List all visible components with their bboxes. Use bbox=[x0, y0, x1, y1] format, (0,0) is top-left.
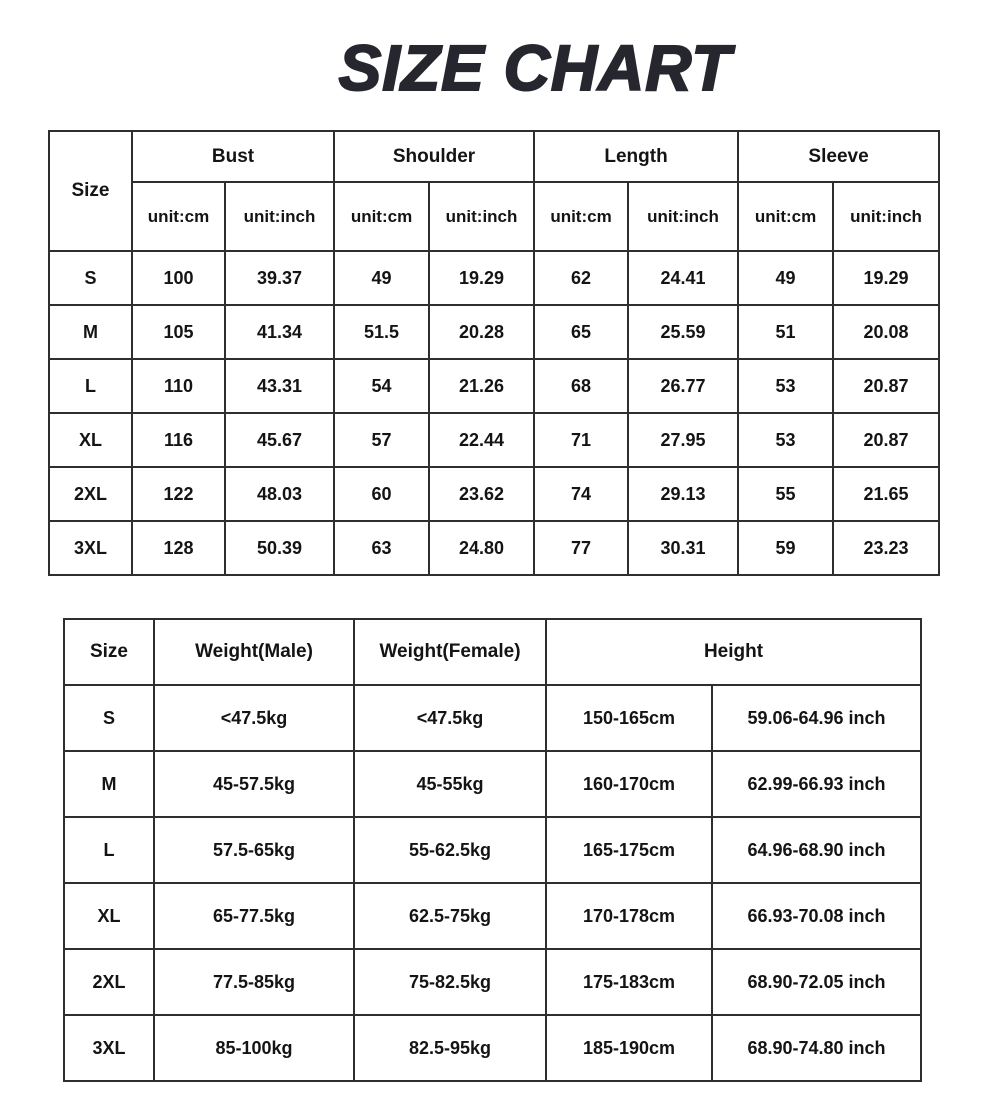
value-cell: 60 bbox=[334, 467, 429, 521]
value-cell: 122 bbox=[132, 467, 225, 521]
value-cell: 53 bbox=[738, 359, 833, 413]
value-cell: 25.59 bbox=[628, 305, 738, 359]
table-row bbox=[49, 359, 939, 413]
weight-male-cell: 77.5-85kg bbox=[154, 949, 354, 1015]
weight-female-header: Weight(Female) bbox=[354, 619, 546, 685]
size-cell: 3XL bbox=[64, 1015, 154, 1081]
value-cell: 77 bbox=[534, 521, 628, 575]
table-row bbox=[64, 751, 921, 817]
weight-female-cell: 62.5-75kg bbox=[354, 883, 546, 949]
table-row bbox=[49, 305, 939, 359]
value-cell: 68 bbox=[534, 359, 628, 413]
value-cell: 23.23 bbox=[833, 521, 939, 575]
value-cell: 19.29 bbox=[833, 251, 939, 305]
size-cell: 3XL bbox=[49, 521, 132, 575]
value-cell: 74 bbox=[534, 467, 628, 521]
value-cell: 20.08 bbox=[833, 305, 939, 359]
size-cell: L bbox=[64, 817, 154, 883]
unit-header-cm: unit:cm bbox=[534, 182, 628, 251]
value-cell: 62 bbox=[534, 251, 628, 305]
value-cell: 26.77 bbox=[628, 359, 738, 413]
value-cell: 53 bbox=[738, 413, 833, 467]
height-cm-cell: 150-165cm bbox=[546, 685, 712, 751]
unit-header-cm: unit:cm bbox=[132, 182, 225, 251]
page-title: SIZE CHART bbox=[338, 32, 732, 104]
unit-header-cm: unit:cm bbox=[334, 182, 429, 251]
height-inch-cell: 66.93-70.08 inch bbox=[712, 883, 921, 949]
value-cell: 20.87 bbox=[833, 413, 939, 467]
table-row bbox=[49, 521, 939, 575]
value-cell: 48.03 bbox=[225, 467, 334, 521]
measurement-table bbox=[48, 130, 940, 576]
group-header-bust: Bust bbox=[132, 131, 334, 182]
value-cell: 21.26 bbox=[429, 359, 534, 413]
weight-height-table bbox=[63, 618, 922, 1082]
value-cell: 59 bbox=[738, 521, 833, 575]
weight-male-cell: 45-57.5kg bbox=[154, 751, 354, 817]
unit-header-cm: unit:cm bbox=[738, 182, 833, 251]
value-cell: 71 bbox=[534, 413, 628, 467]
size-column-header: Size bbox=[64, 619, 154, 685]
value-cell: 49 bbox=[334, 251, 429, 305]
value-cell: 49 bbox=[738, 251, 833, 305]
table-row bbox=[64, 949, 921, 1015]
value-cell: 29.13 bbox=[628, 467, 738, 521]
unit-header-inch: unit:inch bbox=[225, 182, 334, 251]
height-cm-cell: 165-175cm bbox=[546, 817, 712, 883]
size-column-header: Size bbox=[49, 131, 132, 251]
value-cell: 19.29 bbox=[429, 251, 534, 305]
unit-header-row bbox=[49, 182, 939, 251]
table-row bbox=[49, 251, 939, 305]
value-cell: 63 bbox=[334, 521, 429, 575]
value-cell: 43.31 bbox=[225, 359, 334, 413]
table-row bbox=[64, 817, 921, 883]
value-cell: 100 bbox=[132, 251, 225, 305]
size-cell: 2XL bbox=[49, 467, 132, 521]
weight-male-cell: <47.5kg bbox=[154, 685, 354, 751]
table-row bbox=[49, 467, 939, 521]
value-cell: 105 bbox=[132, 305, 225, 359]
height-inch-cell: 64.96-68.90 inch bbox=[712, 817, 921, 883]
size-cell: M bbox=[49, 305, 132, 359]
weight-male-header: Weight(Male) bbox=[154, 619, 354, 685]
size-cell: XL bbox=[49, 413, 132, 467]
value-cell: 51 bbox=[738, 305, 833, 359]
weight-female-cell: <47.5kg bbox=[354, 685, 546, 751]
value-cell: 54 bbox=[334, 359, 429, 413]
unit-header-inch: unit:inch bbox=[628, 182, 738, 251]
group-header-sleeve: Sleeve bbox=[738, 131, 939, 182]
table-row bbox=[64, 685, 921, 751]
height-inch-cell: 62.99-66.93 inch bbox=[712, 751, 921, 817]
header-row bbox=[64, 619, 921, 685]
value-cell: 27.95 bbox=[628, 413, 738, 467]
value-cell: 24.41 bbox=[628, 251, 738, 305]
value-cell: 20.28 bbox=[429, 305, 534, 359]
weight-female-cell: 82.5-95kg bbox=[354, 1015, 546, 1081]
weight-female-cell: 45-55kg bbox=[354, 751, 546, 817]
unit-header-inch: unit:inch bbox=[833, 182, 939, 251]
table-row bbox=[64, 883, 921, 949]
height-cm-cell: 175-183cm bbox=[546, 949, 712, 1015]
size-cell: S bbox=[64, 685, 154, 751]
group-header-row bbox=[49, 131, 939, 182]
value-cell: 116 bbox=[132, 413, 225, 467]
value-cell: 128 bbox=[132, 521, 225, 575]
value-cell: 55 bbox=[738, 467, 833, 521]
value-cell: 21.65 bbox=[833, 467, 939, 521]
weight-female-cell: 75-82.5kg bbox=[354, 949, 546, 1015]
value-cell: 23.62 bbox=[429, 467, 534, 521]
weight-male-cell: 57.5-65kg bbox=[154, 817, 354, 883]
value-cell: 45.67 bbox=[225, 413, 334, 467]
value-cell: 110 bbox=[132, 359, 225, 413]
value-cell: 41.34 bbox=[225, 305, 334, 359]
value-cell: 39.37 bbox=[225, 251, 334, 305]
size-cell: M bbox=[64, 751, 154, 817]
height-inch-cell: 68.90-72.05 inch bbox=[712, 949, 921, 1015]
value-cell: 22.44 bbox=[429, 413, 534, 467]
value-cell: 50.39 bbox=[225, 521, 334, 575]
height-header: Height bbox=[546, 619, 921, 685]
value-cell: 24.80 bbox=[429, 521, 534, 575]
height-cm-cell: 185-190cm bbox=[546, 1015, 712, 1081]
height-inch-cell: 68.90-74.80 inch bbox=[712, 1015, 921, 1081]
size-cell: L bbox=[49, 359, 132, 413]
weight-male-cell: 65-77.5kg bbox=[154, 883, 354, 949]
value-cell: 30.31 bbox=[628, 521, 738, 575]
size-cell: 2XL bbox=[64, 949, 154, 1015]
unit-header-inch: unit:inch bbox=[429, 182, 534, 251]
table-row bbox=[64, 1015, 921, 1081]
value-cell: 20.87 bbox=[833, 359, 939, 413]
height-cm-cell: 170-178cm bbox=[546, 883, 712, 949]
weight-male-cell: 85-100kg bbox=[154, 1015, 354, 1081]
group-header-shoulder: Shoulder bbox=[334, 131, 534, 182]
table-row bbox=[49, 413, 939, 467]
group-header-length: Length bbox=[534, 131, 738, 182]
size-cell: XL bbox=[64, 883, 154, 949]
value-cell: 57 bbox=[334, 413, 429, 467]
size-cell: S bbox=[49, 251, 132, 305]
weight-female-cell: 55-62.5kg bbox=[354, 817, 546, 883]
height-cm-cell: 160-170cm bbox=[546, 751, 712, 817]
height-inch-cell: 59.06-64.96 inch bbox=[712, 685, 921, 751]
value-cell: 65 bbox=[534, 305, 628, 359]
value-cell: 51.5 bbox=[334, 305, 429, 359]
